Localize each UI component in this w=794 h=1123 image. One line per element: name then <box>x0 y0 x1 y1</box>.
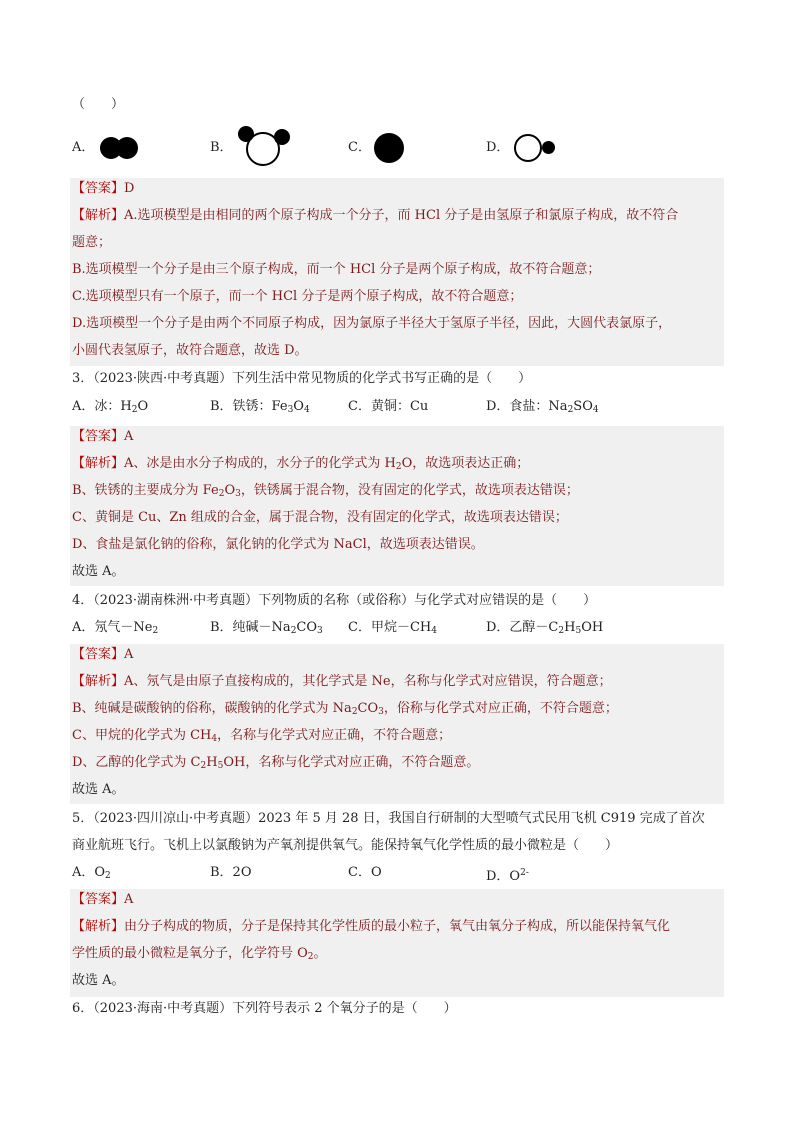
analysis-line: B、纯碱是碳酸钠的俗称，碳酸钠的化学式为 $Na_2CO_3$，俗称与化学式对应正确，不符合题意； <box>72 701 618 717</box>
atom-black-small-icon <box>274 129 290 145</box>
option-b-label: B． <box>210 140 233 155</box>
question-5-stem-line1: 5．（2023·四川凉山·中考真题）2023 年 5 月 28 日，我国自行研制的大型喷气式民用飞机 C919 完成了首次 <box>72 811 705 826</box>
q4-option-d[interactable]: D．乙醇$-C_2H_5OH$ <box>486 620 604 636</box>
analysis-line: B、铁锈的主要成分为 $Fe_2O_3$，铁锈属于混合物，没有固定的化学式，故选项表达错误； <box>72 483 579 499</box>
analysis-line: 学性质的最小微粒是氧分子，化学符号 $O_2$。 <box>72 946 327 962</box>
analysis-line: C.选项模型只有一个原子，而一个 HCl 分子是两个原子构成，故不符合题意； <box>72 289 523 304</box>
conclusion-line: 故选 A。 <box>72 782 125 797</box>
analysis-line: B.选项模型一个分子是由三个原子构成，而一个 HCl 分子是两个原子构成，故不符合题意； <box>72 262 601 277</box>
question-4-options <box>72 617 732 639</box>
question-5-stem-line2: 商业航班飞行。飞机上以氯酸钠为产氧剂提供氧气。能保持氧气化学性质的最小微粒是（ ） <box>72 838 619 853</box>
option-c[interactable] <box>348 124 468 172</box>
analysis-line: 【解析】由分子构成的物质，分子是保持其化学性质的最小粒子，氧气由氧分子构成，所以能保持氧气化 <box>72 919 671 934</box>
question-3-options <box>72 396 732 418</box>
option-c-label: C． <box>348 140 371 155</box>
analysis-line: D、乙醇的化学式为 $C_2H_5OH$，名称与化学式对应正确，不符合题意。 <box>72 755 480 771</box>
analysis-line: 【解析】A、氖气是由原子直接构成的，其化学式是 Ne，名称与化学式对应错误，符合题意； <box>72 674 612 689</box>
q3-option-b[interactable]: B．铁锈：$Fe_3O_4$ <box>210 399 310 415</box>
q5-option-c[interactable]: C．O <box>348 865 382 880</box>
analysis-line: C、甲烷的化学式为 $CH_4$，名称与化学式对应正确，不符合题意； <box>72 728 452 744</box>
answer-line: 【答案】D <box>72 181 135 196</box>
answer-box-q4 <box>70 644 724 804</box>
analysis-line: D.选项模型一个分子是由两个不同原子构成，因为氯原子半径大于氢原子半径，因此，大圆代表氯原子， <box>72 316 672 331</box>
atom-black-small-icon <box>238 126 254 142</box>
analysis-line: D、食盐是氯化钠的俗称，氯化钠的化学式为 NaCl，故选项表达错误。 <box>72 537 484 552</box>
question-paren: （ ） <box>72 97 125 112</box>
q3-option-a[interactable]: A．冰：$H_2O$ <box>72 399 149 415</box>
q5-option-d[interactable]: D．$O^{2-}$ <box>486 868 529 884</box>
atom-white-large-icon <box>514 134 542 162</box>
option-a[interactable] <box>72 124 192 172</box>
question-4-stem: 4．（2023·湖南株洲·中考真题）下列物质的名称（或俗称）与化学式对应错误的是（ ） <box>72 593 597 608</box>
q3-option-d[interactable]: D．食盐：$Na_2SO_4$ <box>486 399 599 415</box>
option-a-label: A． <box>72 140 95 155</box>
answer-box-q2 <box>70 178 724 366</box>
analysis-line: 【解析】A.选项模型是由相同的两个原子构成一个分子，而 HCl 分子是由氢原子和氯原子构成，故不符合 <box>72 208 679 223</box>
answer-box-q5 <box>70 889 724 997</box>
analysis-line: 小圆代表氢原子，故符合题意，故选 D。 <box>72 343 308 358</box>
q3-option-c[interactable]: C．黄铜：Cu <box>348 399 429 414</box>
conclusion-line: 故选 A。 <box>72 973 125 988</box>
atom-black-icon <box>116 137 138 159</box>
atom-black-large-icon <box>374 133 404 163</box>
question-5-options <box>72 862 732 884</box>
q5-option-a[interactable]: A．$O_2$ <box>72 865 111 881</box>
molecule-model-options <box>72 124 592 172</box>
q4-option-a[interactable]: A．氖气$-Ne_2$ <box>72 620 159 636</box>
analysis-line: C、黄铜是 Cu、Zn 组成的合金，属于混合物，没有固定的化学式，故选项表达错误； <box>72 510 568 525</box>
analysis-line: 题意； <box>72 235 112 250</box>
answer-line: 【答案】A <box>72 892 134 907</box>
atom-black-small-icon <box>542 141 555 154</box>
q4-option-c[interactable]: C．甲烷$-CH_4$ <box>348 620 437 636</box>
q5-option-b[interactable]: B．2O <box>210 865 252 880</box>
question-6-stem: 6．（2023·海南·中考真题）下列符号表示 2 个氧分子的是（ ） <box>72 1001 457 1016</box>
question-3-stem: 3．（2023·陕西·中考真题）下列生活中常见物质的化学式书写正确的是（ ） <box>72 371 532 386</box>
conclusion-line: 故选 A。 <box>72 564 125 579</box>
option-d[interactable] <box>486 124 606 172</box>
answer-line: 【答案】A <box>72 429 134 444</box>
answer-box-q3 <box>70 426 724 586</box>
answer-line: 【答案】A <box>72 647 134 662</box>
q4-option-b[interactable]: B．纯碱$-Na_2CO_3$ <box>210 620 323 636</box>
option-b[interactable] <box>210 124 330 172</box>
analysis-line: 【解析】A、冰是由水分子构成的，水分子的化学式为 $H_2O$，故选项表达正确； <box>72 456 530 472</box>
option-d-label: D． <box>486 140 510 155</box>
